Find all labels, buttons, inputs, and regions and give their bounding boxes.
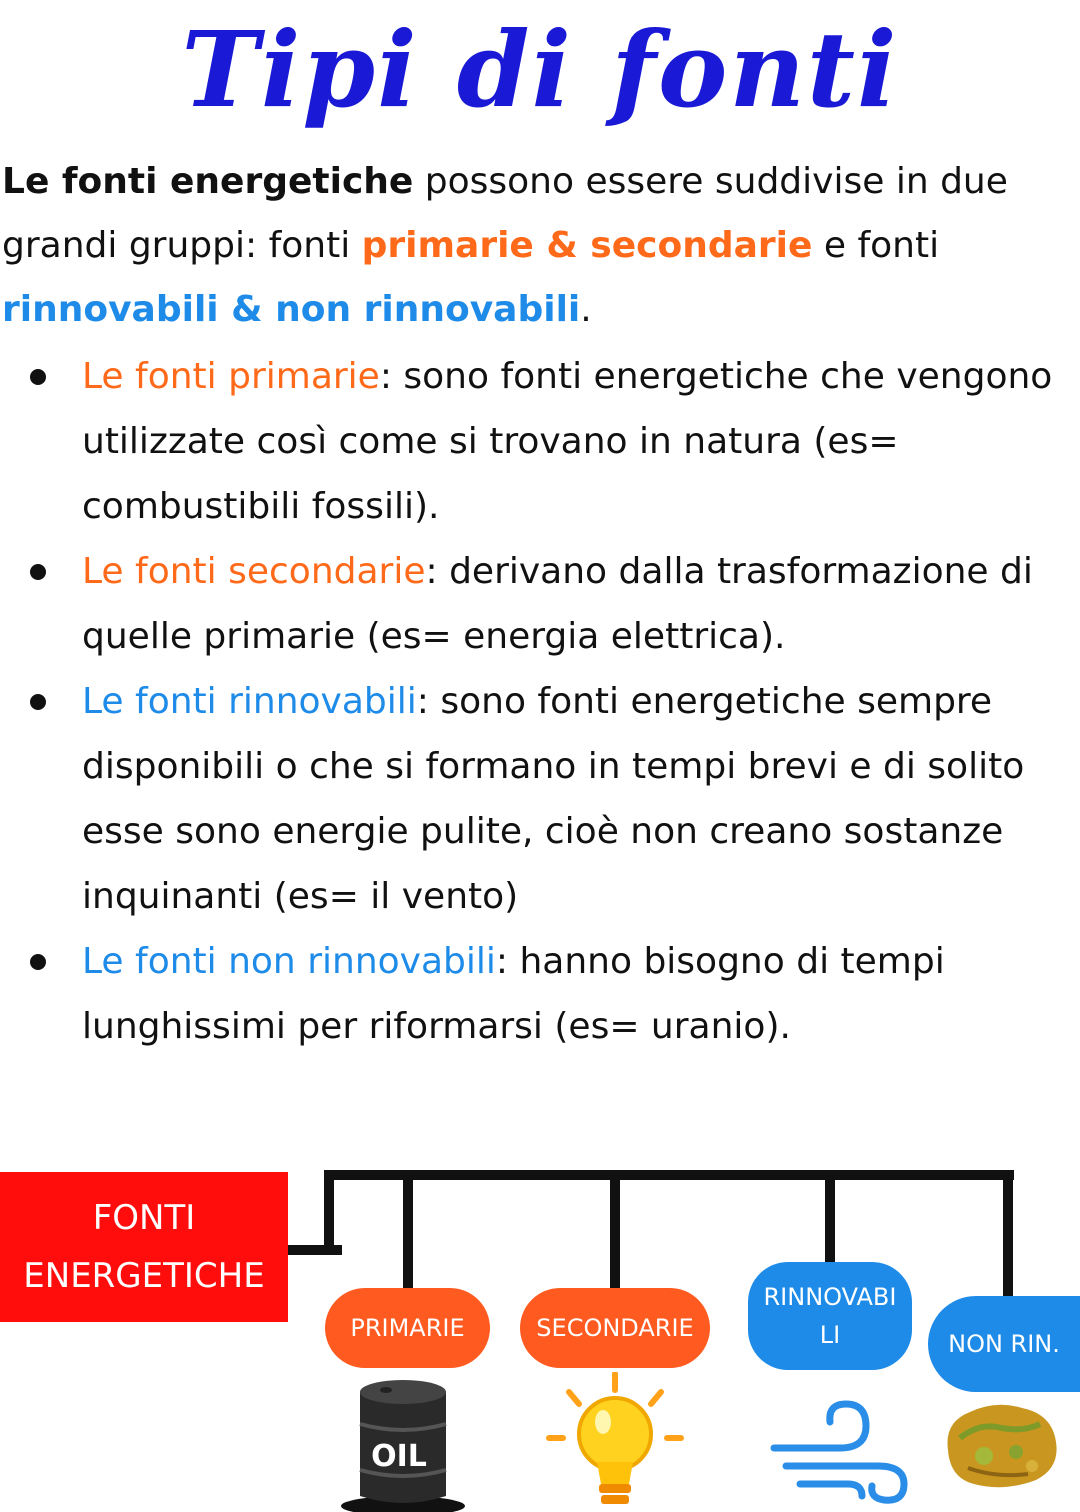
bullet-icon: [30, 369, 46, 385]
connector-top-horizontal: [324, 1170, 1014, 1180]
definitions-list: [0, 344, 1070, 1059]
connector-primarie: [403, 1170, 413, 1290]
node-rinnovabili: [748, 1262, 912, 1370]
bullet-icon: [30, 694, 46, 710]
connector-secondarie: [610, 1170, 620, 1290]
list-item: [0, 344, 1070, 539]
definition-primarie: : sono fonti energetiche che vengono utilizzate così come si trovano in natura (es= combustibili fossili).: [82, 356, 1053, 527]
wind-icon: [770, 1396, 910, 1506]
list-item: [0, 669, 1070, 929]
term-primarie: Le fonti primarie: [82, 356, 380, 397]
node-non-rinnovabili: [928, 1296, 1080, 1392]
definition-secondarie: : derivano dalla trasformazione di quelle primarie (es= energia elettrica).: [82, 551, 1033, 657]
bullet-icon: [30, 954, 46, 970]
connector-rinnovabili: [825, 1170, 835, 1265]
node-primarie-label: PRIMARIE: [350, 1314, 465, 1342]
root-label-line2: ENERGETICHE: [23, 1256, 265, 1296]
definition-rinnovabili: : sono fonti energetiche sempre disponibili o che si formano in tempi brevi e di solito esse sono energie pulite, cioè non creano sostanze inquinanti (es= il vento): [82, 681, 1025, 917]
node-rinnovabili-label-line1: RINNOVABI: [763, 1283, 897, 1311]
node-secondarie-label: SECONDARIE: [536, 1314, 694, 1342]
root-label-line1: FONTI: [92, 1198, 196, 1238]
intro-paragraph: [2, 150, 1062, 342]
intro-text-2: e fonti: [812, 225, 940, 266]
intro-text-1: possono essere suddivise in due grandi gruppi: fonti: [2, 161, 1008, 266]
term-secondarie: Le fonti secondarie: [82, 551, 426, 592]
uranium-rock-icon: [940, 1398, 1062, 1490]
oil-label: OIL: [371, 1439, 427, 1474]
node-rinnovabili-label-line2: LI: [819, 1321, 841, 1349]
intro-highlight-orange: primarie & secondarie: [361, 225, 813, 266]
intro-highlight-blue: rinnovabili & non rinnovabili: [2, 289, 581, 330]
connector-non-rinnovabili: [1003, 1170, 1013, 1300]
connector-root-vertical: [324, 1172, 334, 1255]
page-title: Tipi di fonti: [181, 8, 899, 131]
definition-non-rinnovabili: : hanno bisogno di tempi lunghissimi per riformarsi (es= uranio).: [82, 941, 945, 1047]
list-item: [0, 929, 1070, 1059]
node-non-rinnovabili-label: NON RIN.: [948, 1330, 1060, 1358]
intro-end: .: [580, 289, 592, 330]
term-rinnovabili: Le fonti rinnovabili: [82, 681, 417, 722]
oil-barrel-icon: [338, 1374, 468, 1512]
intro-bold-lead: Le fonti energetiche: [2, 161, 414, 202]
node-primarie: [325, 1288, 490, 1368]
term-non-rinnovabili: Le fonti non rinnovabili: [82, 941, 496, 982]
light-bulb-icon: [545, 1372, 685, 1512]
list-item: [0, 539, 1070, 669]
bullet-icon: [30, 564, 46, 580]
node-secondarie: [520, 1288, 710, 1368]
root-node-fonti-energetiche: [0, 1172, 288, 1322]
